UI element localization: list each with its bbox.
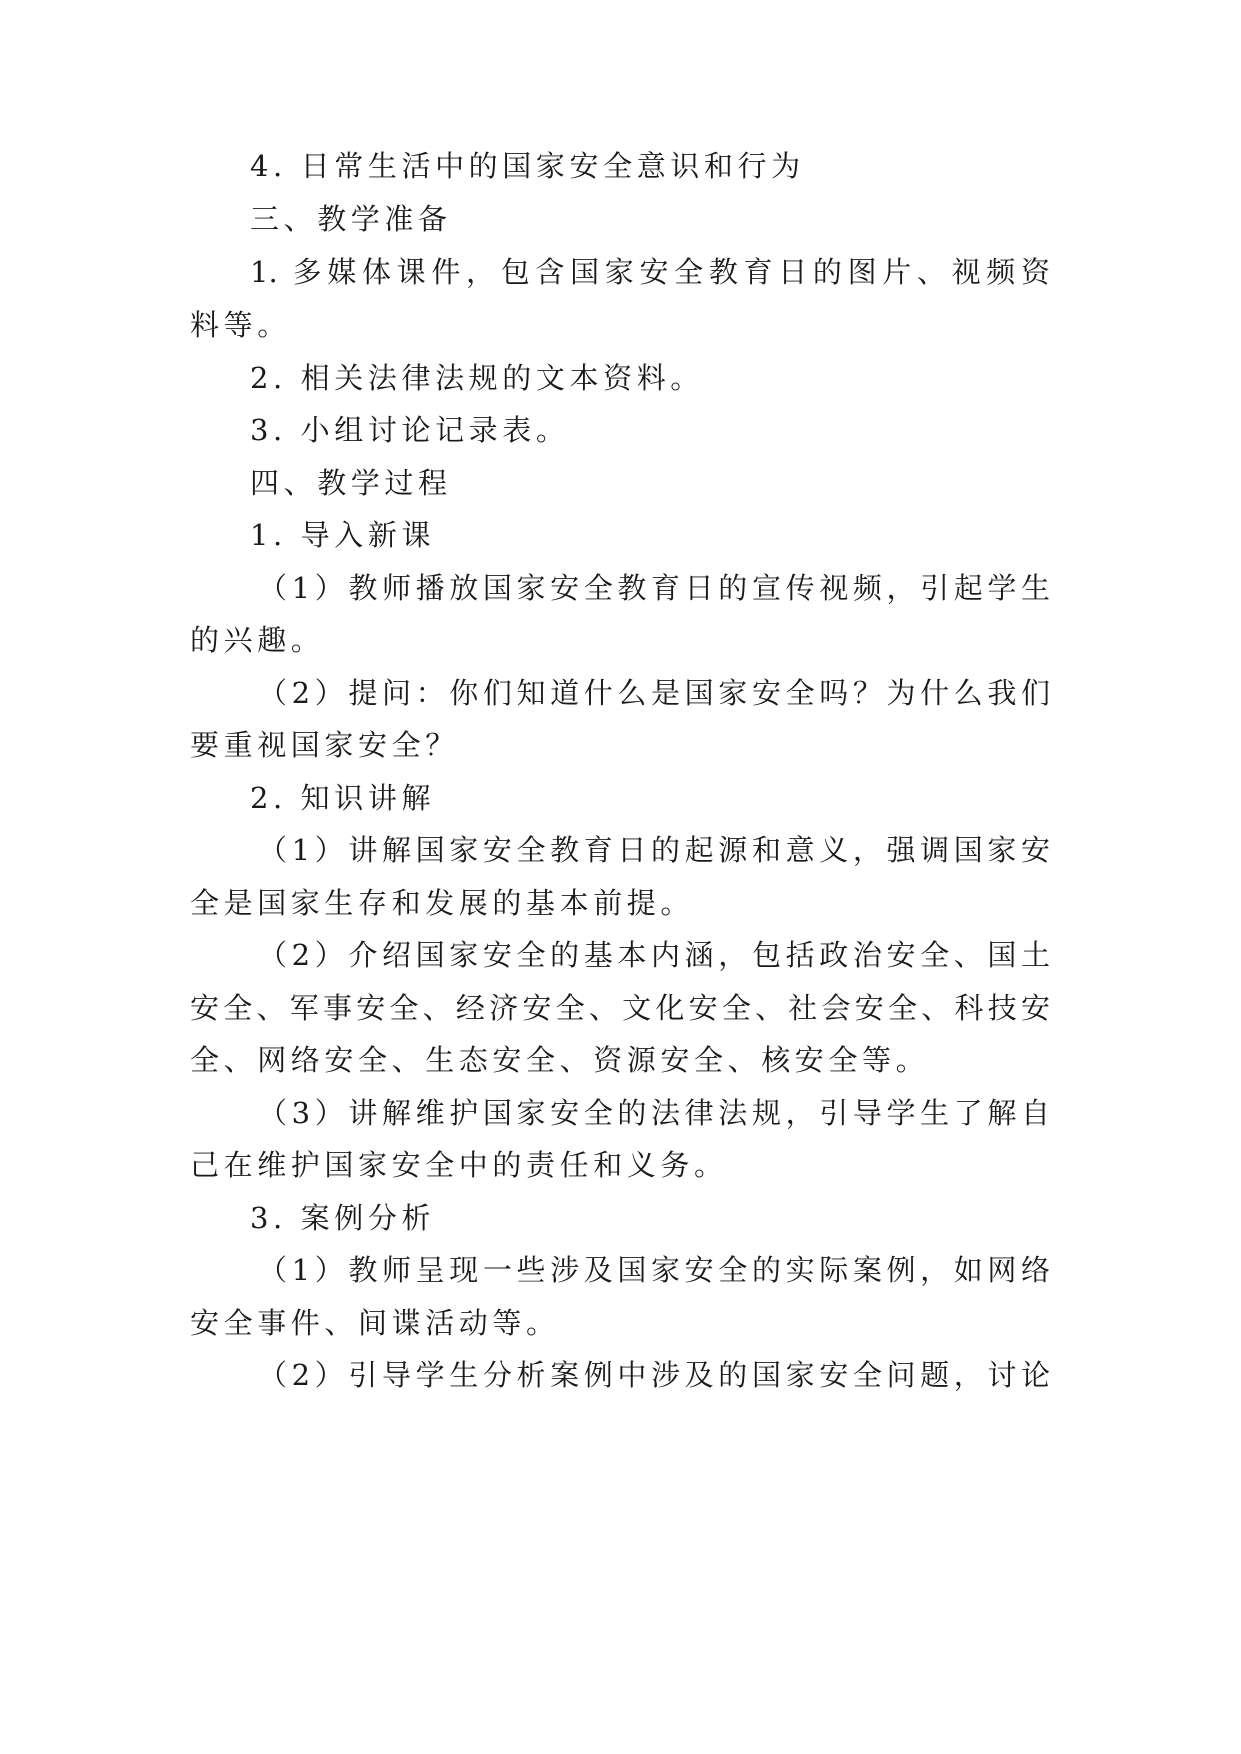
list-item-legal-materials: 2. 相关法律法规的文本资料。 — [250, 361, 704, 395]
paragraph-line: 1. 多媒体课件，包含国家安全教育日的图片、视频资 — [250, 255, 1050, 289]
list-item-daily-awareness: 4. 日常生活中的国家安全意识和行为 — [250, 149, 805, 183]
paragraph-line: （1）教师呈现一些涉及国家安全的实际案例，如网络 — [258, 1253, 1050, 1287]
subheading-knowledge-explanation: 2. 知识讲解 — [250, 781, 436, 815]
paragraph-line: （2）介绍国家安全的基本内涵，包括政治安全、国土 — [258, 938, 1050, 972]
paragraph-line: 全是国家生存和发展的基本前提。 — [190, 886, 695, 920]
section-heading-teaching-process: 四、教学过程 — [250, 466, 452, 500]
paragraph-line: 己在维护国家安全中的责任和义务。 — [190, 1148, 728, 1182]
paragraph-line: 安全、军事安全、经济安全、文化安全、社会安全、科技安 — [190, 991, 1050, 1025]
paragraph-line: （3）讲解维护国家安全的法律法规，引导学生了解自 — [258, 1096, 1050, 1130]
paragraph-line: 料等。 — [190, 308, 291, 342]
paragraph-line: 全、网络安全、生态安全、资源安全、核安全等。 — [190, 1043, 930, 1077]
subheading-introduction: 1. 导入新课 — [250, 518, 436, 552]
paragraph-line: 安全事件、间谍活动等。 — [190, 1306, 560, 1340]
section-heading-teaching-preparation: 三、教学准备 — [250, 202, 452, 236]
paragraph-line: （1）讲解国家安全教育日的起源和意义，强调国家安 — [258, 833, 1050, 867]
list-item-discussion-form: 3. 小组讨论记录表。 — [250, 413, 570, 447]
paragraph-line: （2）引导学生分析案例中涉及的国家安全问题，讨论 — [258, 1358, 1050, 1392]
paragraph-line: （1）教师播放国家安全教育日的宣传视频，引起学生 — [258, 571, 1050, 605]
paragraph-line: （2）提问：你们知道什么是国家安全吗？为什么我们 — [258, 676, 1050, 710]
paragraph-line: 的兴趣。 — [190, 623, 325, 657]
subheading-case-analysis: 3. 案例分析 — [250, 1201, 436, 1235]
paragraph-line: 要重视国家安全？ — [190, 728, 459, 762]
